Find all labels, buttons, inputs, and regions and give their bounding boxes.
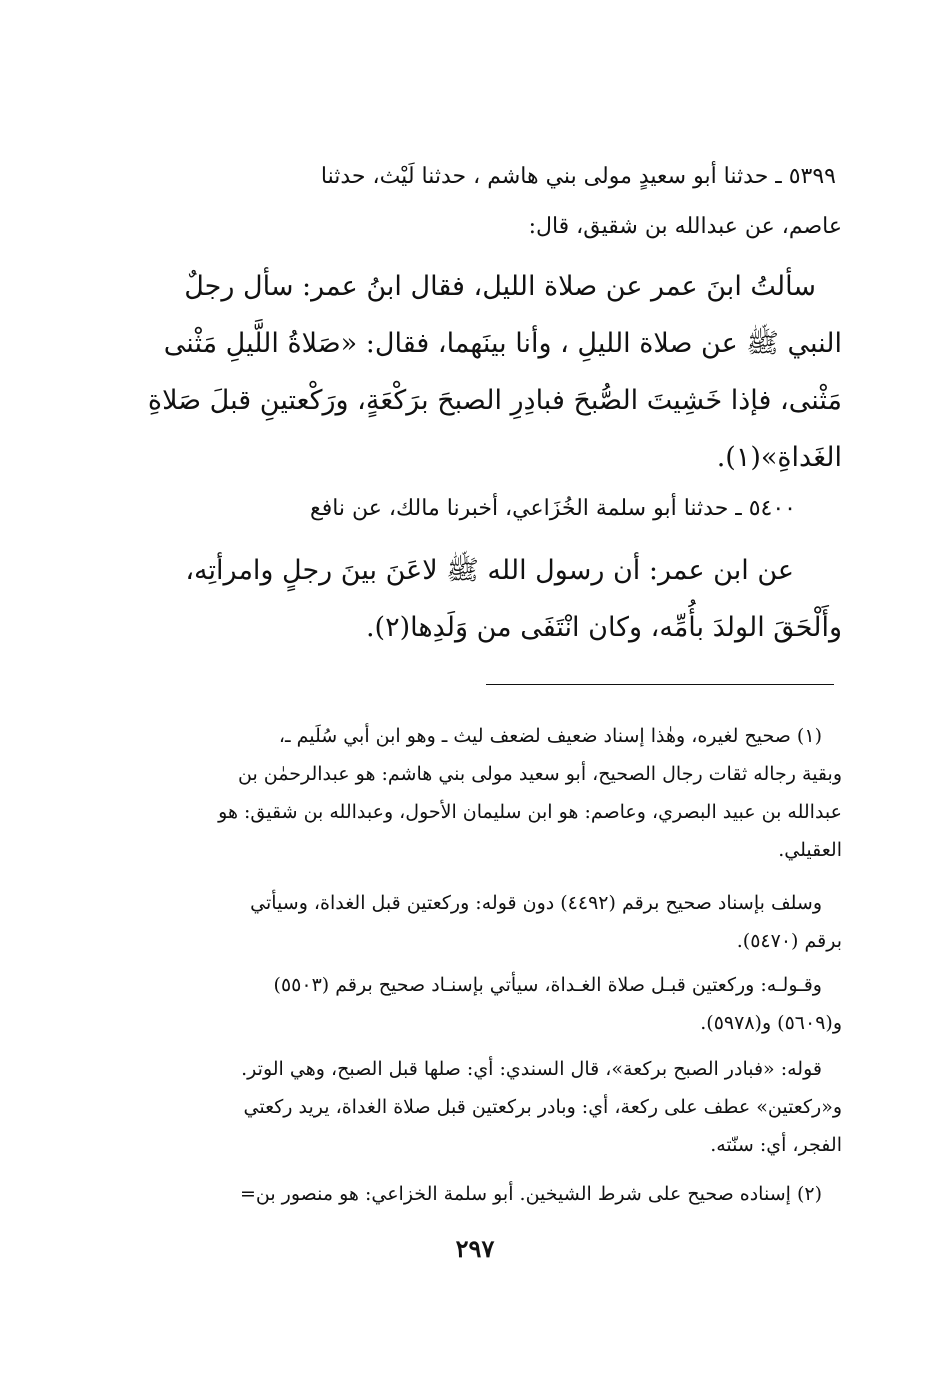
footnote-line: و(٥٦٠٩) و(٥٩٧٨). [700,1012,842,1034]
footnote-line: وقـولـه: وركعتين قبـل صلاة الغـداة، سيأتي بإسنـاد صحيح برقم (٥٥٠٣) [273,974,822,996]
footnote-line: العقيلي. [778,839,842,861]
hadith-5400-isnad [130,484,842,534]
text-line: ٥٤٠٠ ـ حدثنا أبو سلمة الخُزَاعي، أخبرنا مالك، عن نافع [310,496,796,521]
hadith-5400-matn [130,542,842,656]
footnote-1-paragraph [130,717,842,869]
footnote-line: (١) صحيح لغيره، وهٰذا إسناد ضعيف لضعف ليث ـ وهو ابن أبي سُلَيم ـ، [278,725,822,747]
footnote-1-paragraph [130,966,842,1042]
footnote-line: قوله: «فبادر الصبح بركعة»، قال السندي: أي: صلها قبل الصبح، وهي الوتر. [241,1058,822,1080]
footnote-line: وبقية رجاله ثقات رجال الصحيح، أبو سعيد مولى بني هاشم: هو عبدالرحمٰن بن [238,763,842,785]
footnote-separator [486,684,834,685]
text-line: ٥٣٩٩ ـ حدثنا أبو سعيدٍ مولى بني هاشم ، حدثنا لَيْث، حدثنا [320,164,836,189]
footnote-2-paragraph [130,1175,842,1213]
footnote-1-paragraph [130,884,842,960]
text-line: مَثْنى، فإذا خَشِيتَ الصُّبحَ فبادِرِ الصبحَ برَكْعَةٍ، ورَكْعتينِ قبلَ صَلاةِ [147,385,842,416]
footnote-line: (٢) إسناده صحيح على شرط الشيخين. أبو سلمة الخزاعي: هو منصور بن= [239,1183,822,1205]
hadith-5399-matn [130,258,842,486]
footnote-line: برقم (٥٤٧٠). [736,930,842,952]
footnote-line: وسلف بإسناد صحيح برقم (٤٤٩٢) دون قوله: وركعتين قبل الغداة، وسيأتي [250,892,822,914]
text-line: وأَلْحَقَ الولدَ بأُمِّه، وكان انْتَفَى من وَلَدِها(٢). [365,612,842,643]
page-number: ٢٩٧ [455,1234,495,1263]
text-line: عن ابن عمر: أن رسول الله ﷺ لاعَنَ بينَ رجلٍ وامرأتِه، [185,555,794,586]
footnote-1-paragraph [130,1050,842,1164]
footnote-line: الفجر، أي: سنّته. [710,1134,842,1156]
text-line: عاصم، عن عبدالله بن شقيق، قال: [528,214,842,239]
text-line: سألتُ ابنَ عمر عن صلاة الليل، فقال ابنُ عمر: سأل رجلٌ [184,271,816,302]
footnote-line: عبدالله بن عبيد البصري، وعاصم: هو ابن سليمان الأحول، وعبدالله بن شقيق: هو [218,801,842,823]
footnote-line: و«ركعتين» عطف على ركعة، أي: وبادر بركعتين قبل صلاة الغداة، يريد ركعتي [243,1096,842,1118]
hadith-5399-isnad [130,152,842,252]
text-line: النبي ﷺ عن صلاة الليلِ ، وأنا بينَهما، فقال: «صَلاةُ اللَّيلِ مَثْنى [163,328,842,359]
text-line: الغَداةِ»(١). [716,442,842,473]
